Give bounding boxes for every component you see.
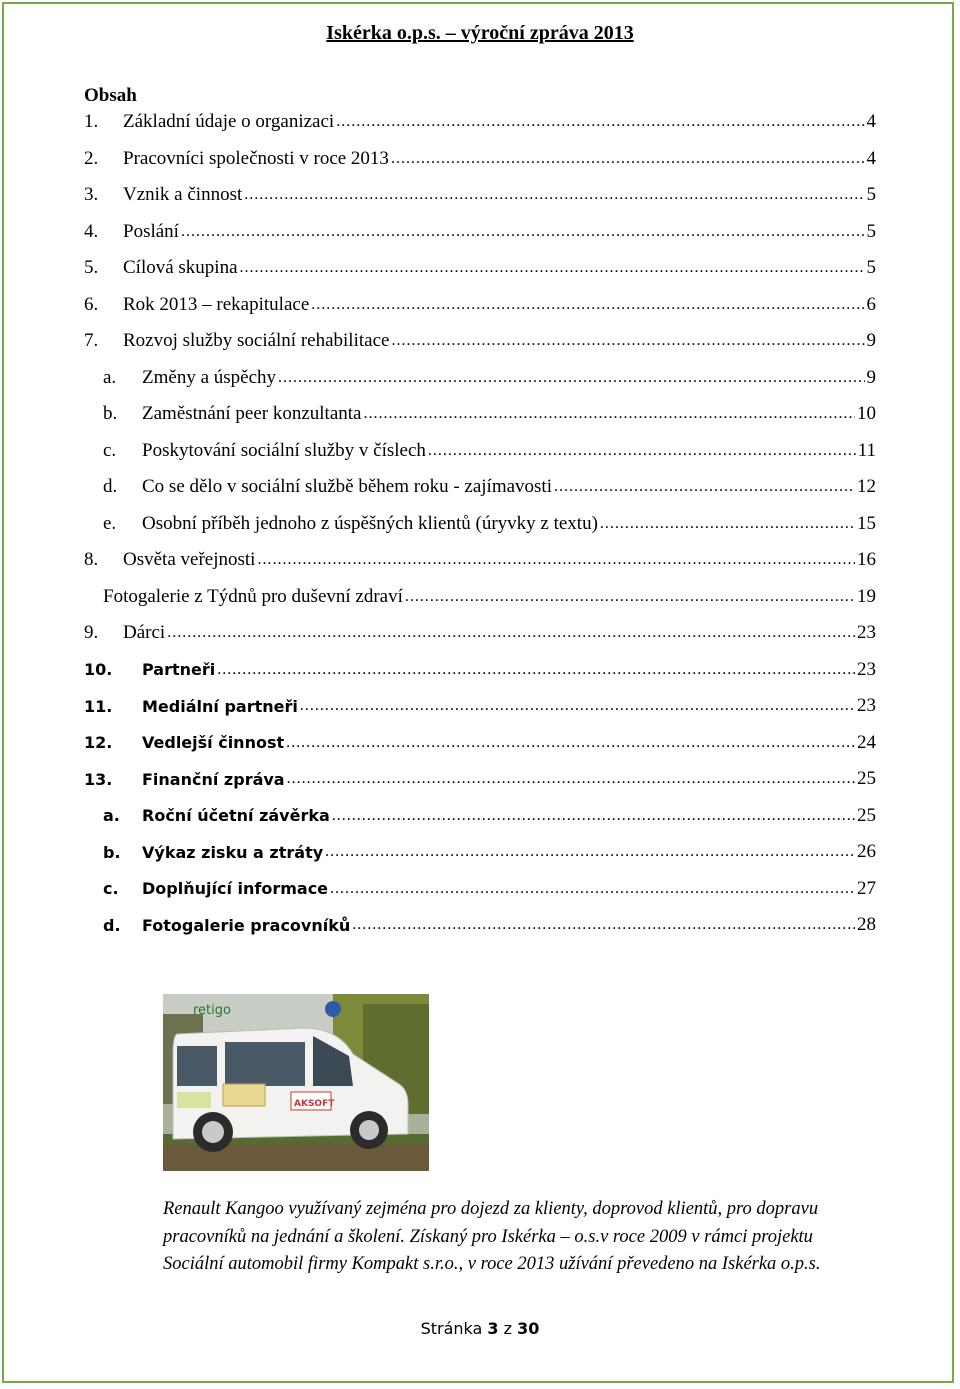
toc-entry-page: 9 xyxy=(866,366,876,388)
toc-entry-number: b. xyxy=(103,842,121,862)
toc-dot-leader xyxy=(181,223,865,241)
toc-entry-number: 13. xyxy=(84,769,113,789)
toc-entry-number: 6. xyxy=(84,293,99,315)
toc-entry-title: Změny a úspěchy xyxy=(142,366,277,388)
toc-entry-page: 23 xyxy=(857,695,876,717)
toc-entry-page: 26 xyxy=(857,841,876,863)
toc-entry-page: 5 xyxy=(866,220,876,242)
toc-entry-page: 27 xyxy=(857,877,876,899)
toc-entry[interactable] xyxy=(84,871,876,908)
toc-entry-title: Vznik a činnost xyxy=(123,184,243,206)
sponsor-text: AKSOFT xyxy=(294,1099,335,1109)
toc-dot-leader xyxy=(300,697,855,715)
toc-entry-number: 3. xyxy=(84,184,99,206)
toc-entry-title: Vedlejší činnost xyxy=(142,733,285,753)
footer-middle: z xyxy=(503,1319,513,1338)
toc-dot-leader xyxy=(325,843,855,861)
toc-entry[interactable] xyxy=(84,907,876,944)
toc-entry[interactable] xyxy=(84,506,876,543)
toc-entry[interactable] xyxy=(84,542,876,579)
toc-entry-number: 10. xyxy=(84,660,113,680)
toc-entry-number: 7. xyxy=(84,330,99,352)
header-title: Iskérka o.p.s. – výroční zpráva 2013 xyxy=(326,22,634,44)
toc-dot-leader xyxy=(330,880,855,898)
toc-dot-leader xyxy=(391,332,864,350)
toc-entry-number: 8. xyxy=(84,549,99,571)
toc-entry-page: 15 xyxy=(857,512,876,534)
toc-entry-title: Cílová skupina xyxy=(123,257,238,279)
toc-entry[interactable] xyxy=(84,834,876,871)
toc-entry-page: 16 xyxy=(857,549,876,571)
toc-dot-leader xyxy=(311,296,864,314)
toc-entry-page: 6 xyxy=(866,293,876,315)
toc-entry-number: 4. xyxy=(84,220,99,242)
toc-dot-leader xyxy=(167,624,855,642)
toc-dot-leader xyxy=(240,259,865,277)
toc-dot-leader xyxy=(428,442,856,460)
toc-dot-leader xyxy=(352,916,855,934)
toc-entry-title: Zaměstnání peer konzultanta xyxy=(142,403,362,425)
toc-dot-leader xyxy=(257,551,855,569)
toc-dot-leader xyxy=(332,807,855,825)
toc-entry-number: 5. xyxy=(84,257,99,279)
toc-entry-title: Partneři xyxy=(142,660,216,680)
van-photo xyxy=(163,994,429,1171)
toc-entry[interactable] xyxy=(84,433,876,470)
footer-prefix: Stránka xyxy=(420,1319,483,1338)
toc-entry[interactable] xyxy=(84,761,876,798)
toc-entry-title: Roční účetní závěrka xyxy=(142,806,330,826)
toc-entry-page: 19 xyxy=(857,585,876,607)
toc-entry-page: 25 xyxy=(857,768,876,790)
toc-entry-title: Pracovníci společnosti v roce 2013 xyxy=(123,147,389,169)
toc-entry-page: 23 xyxy=(857,658,876,680)
toc-entry[interactable] xyxy=(84,798,876,835)
toc-entry[interactable] xyxy=(84,615,876,652)
toc-entry-title: Fotogalerie pracovníků xyxy=(142,915,351,935)
toc-entry-page: 24 xyxy=(857,731,876,753)
van-brand-text: retigo xyxy=(193,1003,231,1018)
toc-entry-number: 2. xyxy=(84,147,99,169)
toc-entry-title: Co se dělo v sociální službě během roku - zajímavosti xyxy=(142,476,552,498)
toc-entry-title: Výkaz zisku a ztráty xyxy=(142,842,324,862)
toc-entry-number: c. xyxy=(103,879,119,899)
toc-entry-page: 11 xyxy=(857,439,876,461)
toc-entry[interactable] xyxy=(84,396,876,433)
toc-entry-number: 1. xyxy=(84,111,99,133)
toc-entry-title: Rozvoj služby sociální rehabilitace xyxy=(123,330,390,352)
toc-entry-page: 5 xyxy=(866,257,876,279)
toc-entry[interactable] xyxy=(84,214,876,251)
van-illustration xyxy=(163,994,429,1171)
toc-entry[interactable] xyxy=(84,323,876,360)
toc-entry-number: e. xyxy=(103,512,117,534)
toc-entry-page: 25 xyxy=(857,804,876,826)
toc-entry-title: Fotogalerie z Týdnů pro duševní zdraví xyxy=(103,585,403,607)
toc-entry-title: Finanční zpráva xyxy=(142,769,285,789)
toc-entry[interactable] xyxy=(84,141,876,178)
toc-dot-leader xyxy=(244,186,864,204)
toc-dot-leader xyxy=(405,588,855,606)
table-of-contents xyxy=(84,104,876,944)
toc-entry-page: 5 xyxy=(866,184,876,206)
toc-dot-leader xyxy=(286,734,855,752)
toc-entry-title: Poslání xyxy=(123,220,179,242)
toc-entry-number: 11. xyxy=(84,696,113,716)
toc-entry[interactable] xyxy=(84,287,876,324)
photo-caption: Renault Kangoo využívaný zejména pro dojezd za klienty, doprovod klientů, pro dopravu pracovníků na jednání a školení. Získaný pro Iskérka – o.s.v roce 2009 v rámci projektu Sociální automobil firmy Kompakt s.r.o., v roce 2013 užívání převedeno na Iskérka o.p.s. xyxy=(163,1199,821,1274)
footer-current-page: 3 xyxy=(487,1319,499,1338)
toc-entry-number: 9. xyxy=(84,622,99,644)
footer-total-pages: 30 xyxy=(517,1319,540,1338)
toc-dot-leader xyxy=(600,515,855,533)
toc-entry-title: Poskytování sociální služby v číslech xyxy=(142,439,426,461)
toc-entry-title: Osvěta veřejnosti xyxy=(123,549,256,571)
toc-entry[interactable] xyxy=(84,360,876,397)
page-footer xyxy=(0,1319,960,1338)
toc-entry-page: 4 xyxy=(866,111,876,133)
toc-dot-leader xyxy=(363,405,855,423)
toc-dot-leader xyxy=(217,661,855,679)
toc-entry-page: 9 xyxy=(866,330,876,352)
toc-entry[interactable] xyxy=(84,250,876,287)
toc-entry-number: a. xyxy=(103,806,120,826)
toc-entry-page: 12 xyxy=(857,476,876,498)
toc-entry-page: 23 xyxy=(857,622,876,644)
toc-entry[interactable] xyxy=(84,688,876,725)
toc-entry[interactable] xyxy=(84,177,876,214)
toc-entry-number: d. xyxy=(103,915,121,935)
toc-dot-leader xyxy=(287,770,855,788)
page-header xyxy=(0,22,960,45)
toc-entry-number: 12. xyxy=(84,733,113,753)
toc-entry-page: 10 xyxy=(857,403,876,425)
toc-dot-leader xyxy=(336,113,864,131)
toc-entry-number: a. xyxy=(103,366,117,388)
toc-entry-title: Osobní příběh jednoho z úspěšných klientů (úryvky z textu) xyxy=(142,512,598,534)
toc-entry-page: 28 xyxy=(857,914,876,936)
toc-entry-title: Doplňující informace xyxy=(142,879,329,899)
toc-dot-leader xyxy=(554,478,855,496)
toc-title: Obsah xyxy=(84,85,137,106)
toc-entry-title: Dárci xyxy=(123,622,166,644)
toc-entry[interactable] xyxy=(84,469,876,506)
toc-entry-title: Rok 2013 – rekapitulace xyxy=(123,293,310,315)
toc-entry-number: c. xyxy=(103,439,117,461)
toc-entry[interactable] xyxy=(84,652,876,689)
toc-entry[interactable] xyxy=(84,104,876,141)
toc-entry-number: b. xyxy=(103,403,118,425)
toc-entry-title: Základní údaje o organizaci xyxy=(123,111,335,133)
toc-dot-leader xyxy=(278,369,864,387)
toc-dot-leader xyxy=(391,150,865,168)
toc-entry[interactable] xyxy=(84,725,876,762)
toc-entry-number: d. xyxy=(103,476,118,498)
toc-entry[interactable] xyxy=(84,579,876,616)
toc-entry-title: Mediální partneři xyxy=(142,696,298,716)
toc-entry-page: 4 xyxy=(866,147,876,169)
